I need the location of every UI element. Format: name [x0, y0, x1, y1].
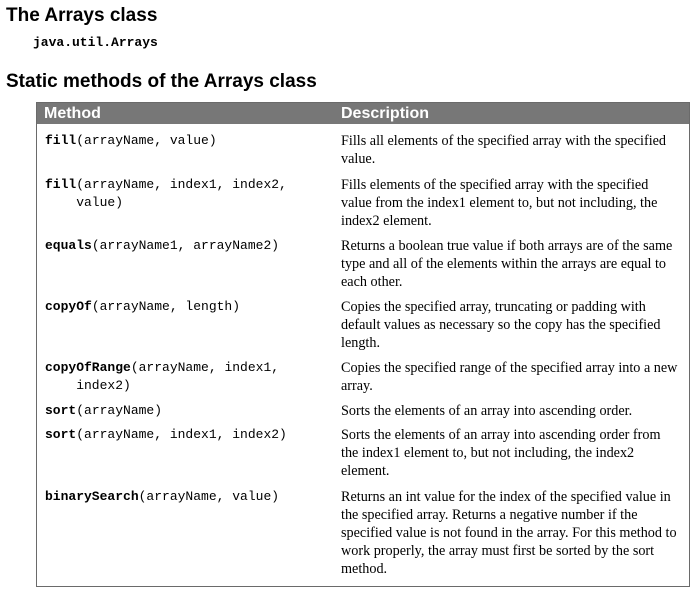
- method-name: copyOfRange: [45, 360, 131, 375]
- table-header: [37, 103, 689, 124]
- method-name: fill: [45, 133, 77, 148]
- method-params-continued: index2): [45, 378, 131, 393]
- section-title: Static methods of the Arrays class: [6, 71, 317, 92]
- method-name: equals: [45, 238, 92, 253]
- method-name: sort: [45, 403, 77, 418]
- methods-table: [36, 102, 690, 587]
- method-params: (arrayName, value): [138, 489, 280, 504]
- method-signature: [45, 298, 335, 316]
- package-name: java.util.Arrays: [33, 35, 158, 50]
- method-params: (arrayName): [76, 403, 163, 418]
- method-column-header: Method: [44, 105, 101, 122]
- method-description: Returns a boolean true value if both arrays are of the same type and all of the elements within the arrays are equal to each other.: [341, 238, 673, 290]
- method-name: sort: [45, 427, 77, 442]
- method-params: (arrayName1, arrayName2): [91, 238, 280, 253]
- method-signature: [45, 426, 335, 444]
- method-signature: [45, 402, 335, 420]
- method-params: (arrayName, index1, index2): [76, 427, 287, 442]
- method-signature: [45, 176, 335, 212]
- method-description: Returns an int value for the index of the specified value in the specified array. Returns a negative number if the specified value is not found in the array. For this method to work properly, the array must first be sorted by the sort method.: [341, 489, 677, 577]
- page-title: The Arrays class: [6, 5, 158, 26]
- description-column-header: Description: [341, 105, 430, 122]
- method-signature: [45, 488, 335, 506]
- method-params: (arrayName, value): [76, 133, 217, 148]
- method-params: (arrayName, index1, index2,: [76, 177, 287, 192]
- method-name: binarySearch: [45, 489, 139, 504]
- method-signature: [45, 359, 335, 395]
- method-description: Sorts the elements of an array into ascending order from the index1 element to, but not including, the index2 element.: [341, 427, 661, 479]
- method-signature: [45, 132, 335, 150]
- method-description: Copies the specified range of the specified array into a new array.: [341, 360, 678, 394]
- method-description: Fills elements of the specified array with the specified value from the index1 element to, but not including, the index2 element.: [341, 177, 658, 229]
- method-params: (arrayName, length): [91, 299, 241, 314]
- method-description: Copies the specified array, truncating or padding with default values as necessary so the copy has the specified length.: [341, 299, 661, 351]
- method-description: Fills all elements of the specified array with the specified value.: [341, 133, 667, 167]
- method-params-continued: value): [45, 195, 124, 210]
- method-signature: [45, 237, 335, 255]
- method-name: fill: [45, 177, 77, 192]
- method-name: copyOf: [45, 299, 92, 314]
- method-params: (arrayName, index1,: [130, 360, 280, 375]
- method-description: Sorts the elements of an array into ascending order.: [341, 403, 633, 419]
